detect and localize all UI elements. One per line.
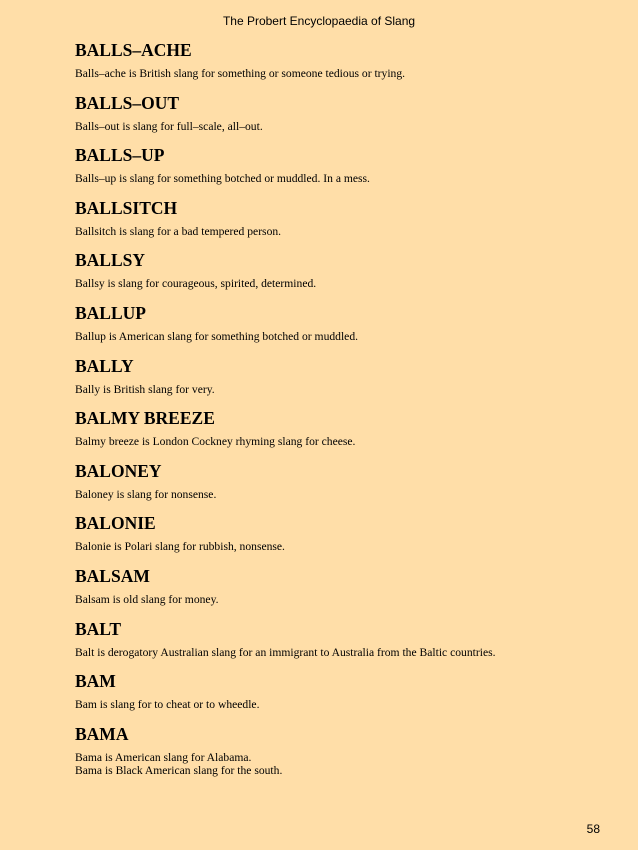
entry bbox=[75, 513, 615, 566]
entry bbox=[75, 145, 615, 198]
entry-headword: BALLS–OUT bbox=[75, 92, 180, 113]
entry bbox=[75, 198, 615, 251]
entry bbox=[75, 250, 615, 303]
entry-definition: Baloney is slang for nonsense. bbox=[75, 487, 217, 501]
entry-definition: Ballsitch is slang for a bad tempered person. bbox=[75, 224, 282, 238]
page-number: 58 bbox=[586, 822, 600, 836]
entry bbox=[75, 566, 615, 619]
entry-headword: BALONIE bbox=[75, 513, 156, 534]
entry-definition: Balls–out is slang for full–scale, all–out. bbox=[75, 119, 263, 133]
entry bbox=[75, 40, 615, 93]
entry-headword: BALONEY bbox=[75, 460, 162, 481]
entry bbox=[75, 619, 615, 672]
entry-headword: BALLS–UP bbox=[75, 145, 165, 166]
entry-definition: Balls–ache is British slang for something or someone tedious or trying. bbox=[75, 67, 406, 80]
entry-headword: BALT bbox=[75, 618, 122, 639]
entry-definition: Balls–up is slang for something botched or muddled. In a mess. bbox=[75, 172, 370, 186]
entry-definition: Ballup is American slang for something botched or muddled. bbox=[75, 329, 359, 343]
entry bbox=[75, 724, 615, 804]
entry-headword: BALLSITCH bbox=[75, 197, 178, 218]
entry bbox=[75, 461, 615, 514]
entry bbox=[75, 671, 615, 724]
entry-headword: BAM bbox=[75, 671, 116, 692]
entry bbox=[75, 408, 615, 461]
entry-headword: BALLS–ACHE bbox=[75, 40, 192, 60]
entry-headword: BALMY BREEZE bbox=[75, 408, 215, 429]
entry-definition: Bama is Black American slang for the south. bbox=[75, 763, 283, 777]
entry-definition: Balonie is Polari slang for rubbish, nonsense. bbox=[75, 540, 285, 554]
entry-definition: Balt is derogatory Australian slang for an immigrant to Australia from the Baltic countries. bbox=[75, 645, 496, 659]
entry-list bbox=[75, 40, 615, 804]
entry bbox=[75, 303, 615, 356]
running-head: The Probert Encyclopaedia of Slang bbox=[222, 14, 416, 28]
entry-definition: Ballsy is slang for courageous, spirited, determined. bbox=[75, 277, 317, 291]
entry-definition: Bally is British slang for very. bbox=[75, 382, 215, 396]
entry-headword: BALLSY bbox=[75, 250, 146, 271]
entry-definition: Balmy breeze is London Cockney rhyming slang for cheese. bbox=[75, 435, 356, 449]
entry-headword: BAMA bbox=[75, 723, 129, 744]
entry-definition: Bam is slang for to cheat or to wheedle. bbox=[75, 698, 260, 712]
entry-definition: Balsam is old slang for money. bbox=[75, 592, 219, 606]
entry-definition: Bama is American slang for Alabama. bbox=[75, 750, 252, 764]
entry-headword: BALLY bbox=[75, 355, 134, 376]
entry-headword: BALSAM bbox=[75, 565, 150, 586]
entry bbox=[75, 93, 615, 146]
entry-headword: BALLUP bbox=[75, 302, 146, 323]
entry bbox=[75, 356, 615, 409]
